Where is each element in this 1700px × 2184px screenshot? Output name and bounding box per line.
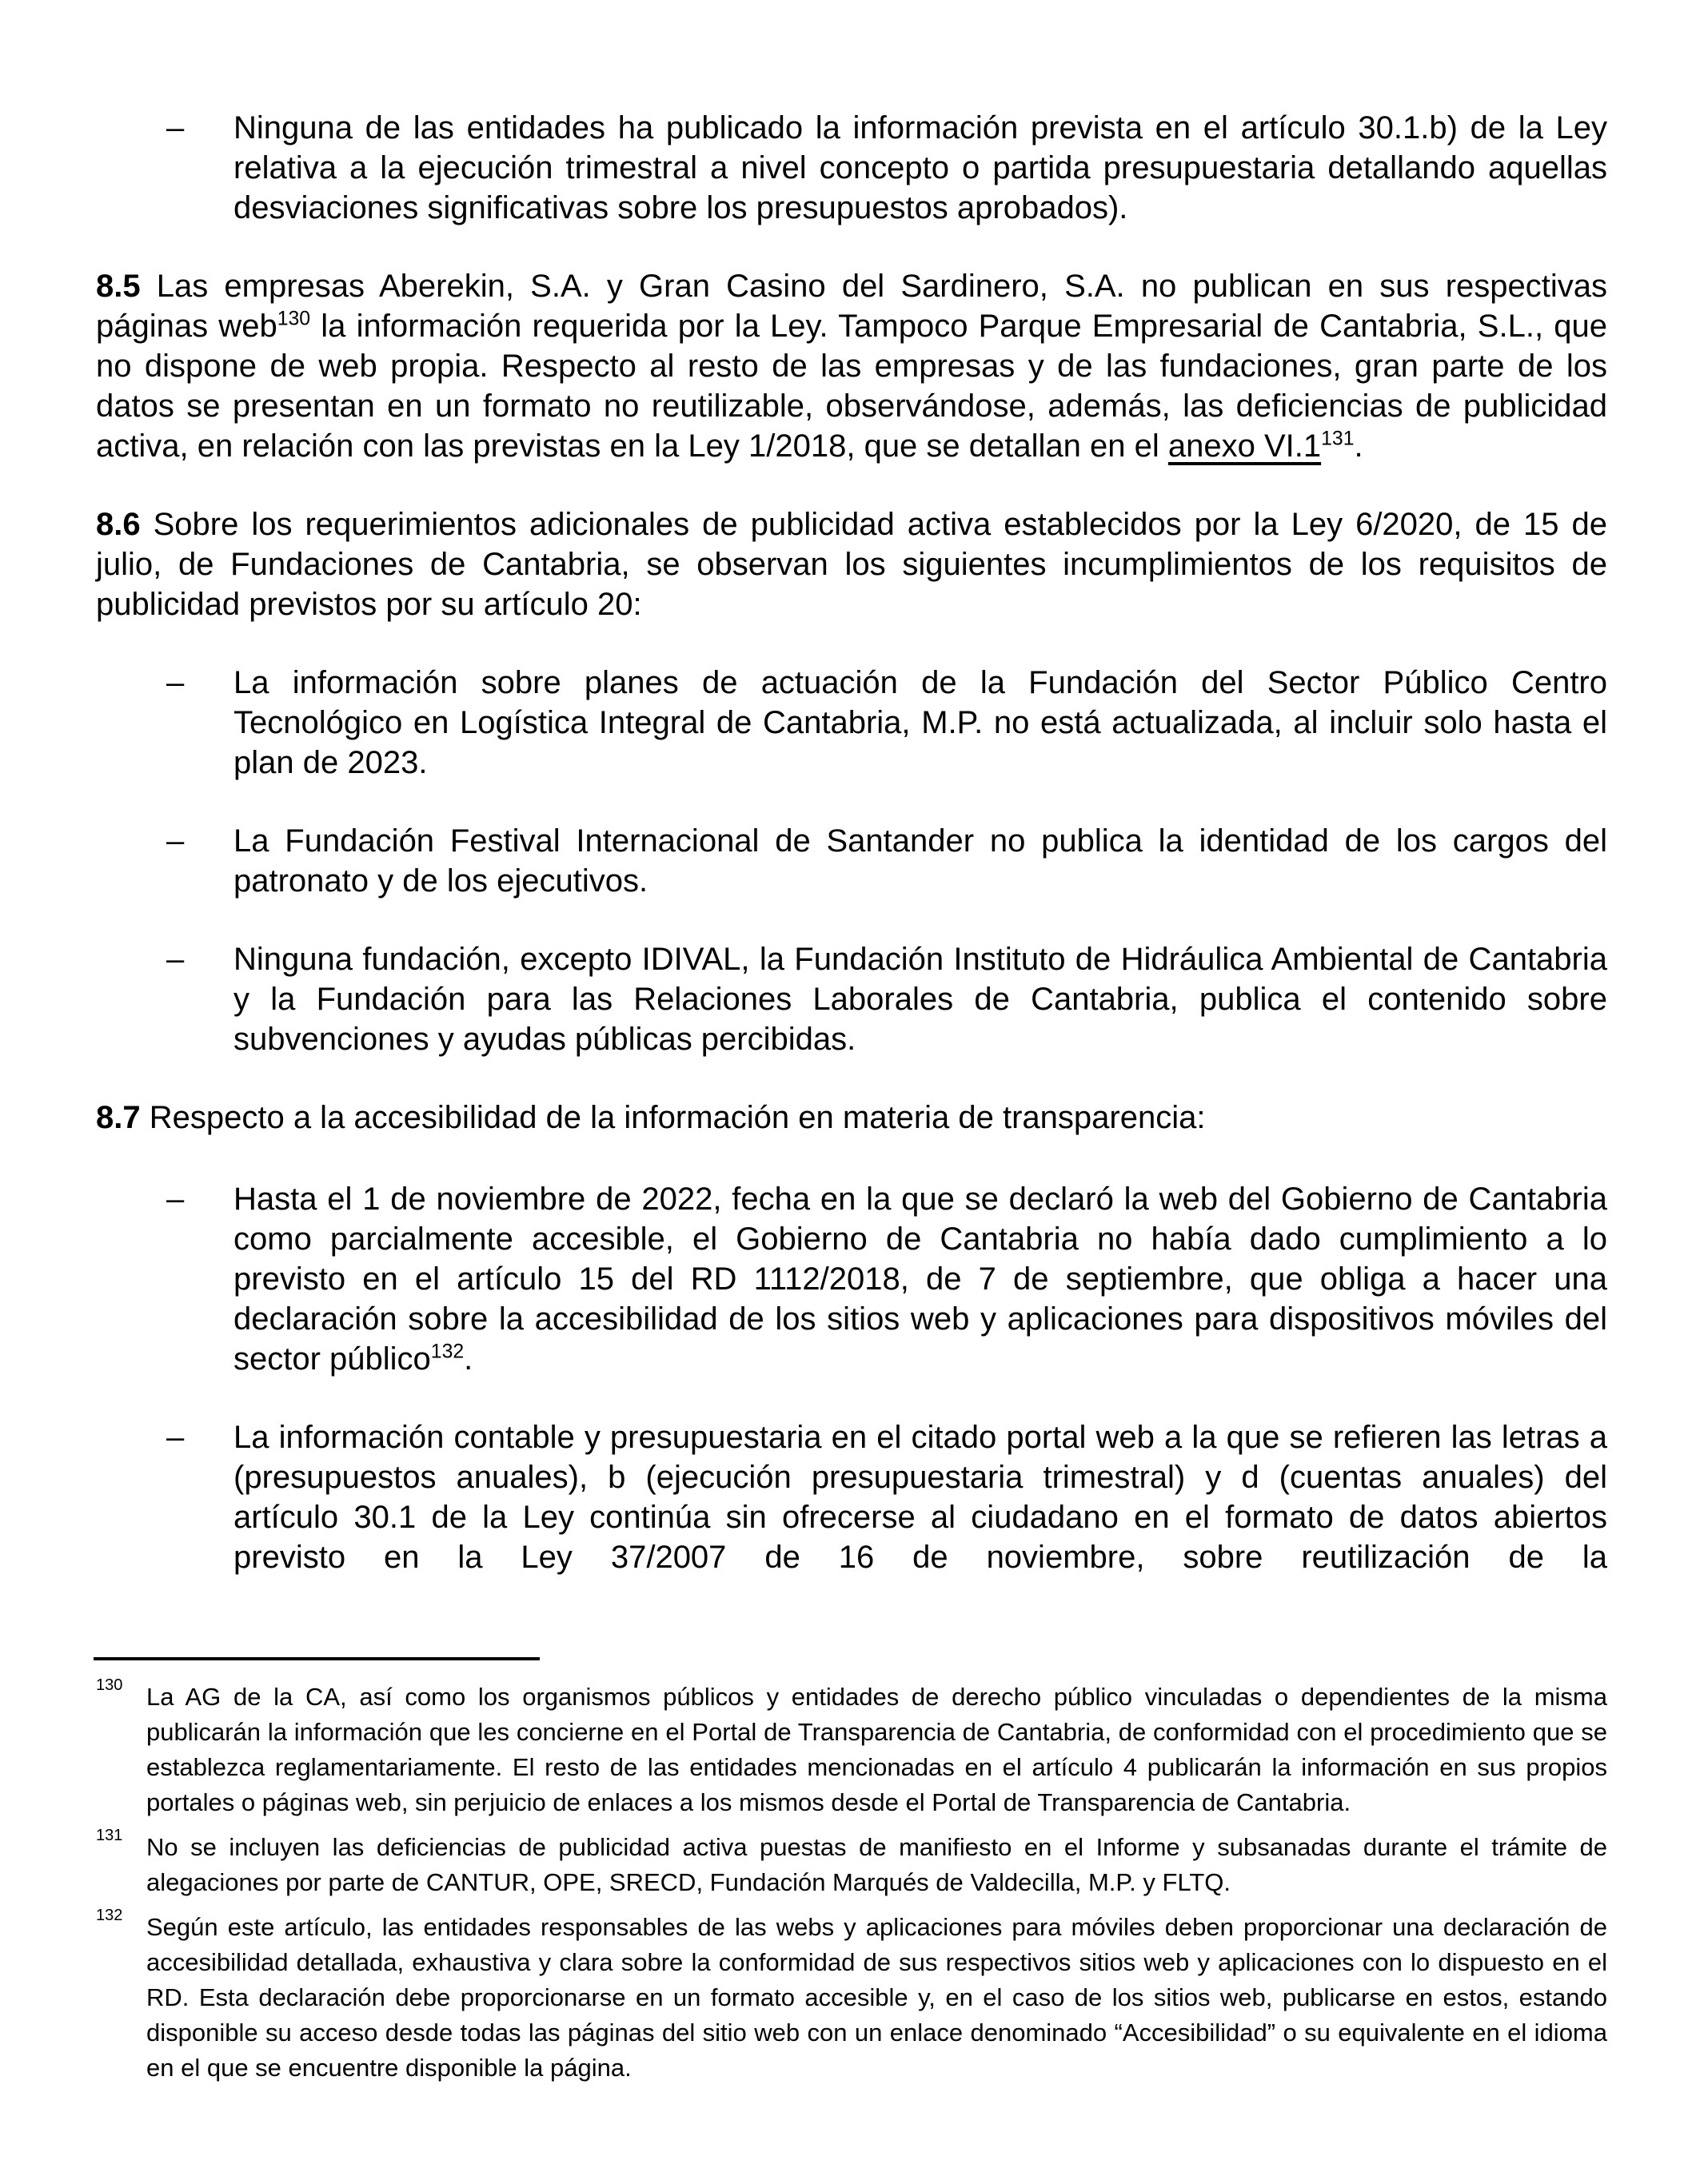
anexo-vi1-link[interactable]: anexo VI.1 bbox=[1167, 428, 1322, 464]
footnote-number: 132 bbox=[96, 1907, 123, 1924]
footnote-132 bbox=[96, 1907, 1607, 2086]
paragraph-8-7 bbox=[96, 1098, 1607, 1138]
footnote-130 bbox=[96, 1676, 1607, 1820]
paragraph-text: . bbox=[1354, 428, 1363, 464]
bullet-text: La Fundación Festival Internacional de Santander no publica la identidad de los cargos del patronato y de los ejecutivos. bbox=[233, 823, 1607, 899]
bullet-text: Ninguna de las entidades ha publicado la información prevista en el artículo 30.1.b) de la Ley relativa a la ejecución trimestral a nivel concepto o partida presupuestaria detallando aquellas desviaciones significativas sobre los presupuestos aprobados). bbox=[233, 110, 1607, 225]
footnote-131 bbox=[96, 1827, 1607, 1900]
bullet-item bbox=[96, 821, 1607, 901]
bullet-text: Ninguna fundación, excepto IDIVAL, la Fundación Instituto de Hidráulica Ambiental de Cantabria y la Fundación para las Relaciones Laborales de Cantabria, publica el contenido sobre subvenciones y ayudas públicas percibidas. bbox=[233, 942, 1607, 1057]
paragraph-text: Respecto a la accesibilidad de la información en materia de transparencia: bbox=[140, 1100, 1206, 1135]
bullet-item bbox=[96, 663, 1607, 783]
bullet-marker: – bbox=[166, 1182, 185, 1217]
bullet-text: Hasta el 1 de noviembre de 2022, fecha en la que se declaró la web del Gobierno de Cantabria como parcialmente accesible, el Gobierno de Cantabria no había dado cumplimiento a lo previsto en el artículo 15 del RD 1112/2018, de 7 de septiembre, que obliga a hacer una declaración sobre la accesibilidad de los sitios web y aplicaciones para dispositivos móviles del sector público bbox=[233, 1182, 1607, 1377]
paragraph-text: Las empresas Aberekin, S.A. y Gran Casino del Sardinero, S.A. no publican en sus respectivas páginas web bbox=[96, 269, 1607, 344]
bullet-marker: – bbox=[166, 665, 185, 700]
bullet-marker: – bbox=[166, 942, 185, 977]
footnote-ref-130: 130 bbox=[277, 308, 311, 330]
footnote-text: No se incluyen las deficiencias de publicidad activa puestas de manifiesto en el Informe y subsanadas durante el trámite de alegaciones por parte de CANTUR, OPE, SRECD, Fundación Marqués de Valdecilla, M.P. y FLTQ. bbox=[146, 1833, 1607, 1896]
bullet-text: . bbox=[464, 1341, 473, 1377]
section-number: 8.5 bbox=[96, 269, 141, 304]
bullet-marker: – bbox=[166, 823, 185, 859]
paragraph-text: Sobre los requerimientos adicionales de publicidad activa establecidos por la Ley 6/2020, de 15 de julio, de Fundaciones de Cantabria, se observan los siguientes incumplimientos de los requisitos de publicidad previstos por su artículo 20: bbox=[96, 507, 1607, 622]
bullet-text: La información sobre planes de actuación de la Fundación del Sector Público Centro Tecnológico en Logística Integral de Cantabria, M.P. no está actualizada, al incluir solo hasta el plan de 2023. bbox=[233, 665, 1607, 780]
bullet-item bbox=[96, 939, 1607, 1059]
footnote-text: Según este artículo, las entidades responsables de las webs y aplicaciones para móviles deben proporcionar una declaración de accesibilidad detallada, exhaustiva y clara sobre la conformidad de sus respectivos sitios web y aplicaciones con lo dispuesto en el RD. Esta declaración debe proporcionarse en un formato accesible y, en el caso de los sitios web, publicarse en estos, estando disponible su acceso desde todas las páginas del sitio web con un enlace denominado “Accesibilidad” o su equivalente en el idioma en el que se encuentre disponible la página. bbox=[146, 1913, 1607, 2082]
section-number: 8.7 bbox=[96, 1100, 141, 1135]
paragraph-8-6 bbox=[96, 504, 1607, 624]
paragraph-8-5 bbox=[96, 266, 1607, 466]
section-number: 8.6 bbox=[96, 507, 141, 542]
bullet-marker: – bbox=[166, 1420, 185, 1455]
bullet-item bbox=[96, 108, 1607, 228]
footnote-separator bbox=[94, 1657, 540, 1660]
bullet-marker: – bbox=[166, 110, 185, 145]
bullet-item bbox=[96, 1417, 1607, 1577]
bullet-text: La información contable y presupuestaria en el citado portal web a la que se refieren las letras a (presupuestos anuales), b (ejecución presupuestaria trimestral) y d (cuentas anuales) del artículo 30.1 de la Ley continúa sin ofrecerse al ciudadano en el formato de datos abiertos previsto en la Ley 37/2007 de 16 de noviembre, sobre reutilización de la bbox=[233, 1420, 1607, 1575]
footnote-ref-132: 132 bbox=[430, 1341, 465, 1363]
paragraph-text: la información requerida por la Ley. Tampoco Parque Empresarial de Cantabria, S.L., que no dispone de web propia. Respecto al resto de las empresas y de las fundaciones, gran parte de los datos se presentan en un formato no reutilizable, observándose, además, las deficiencias de publicidad activa, en relación con las previstas en la Ley 1/2018, que se detallan en el bbox=[96, 309, 1607, 464]
footnote-text: La AG de la CA, así como los organismos públicos y entidades de derecho público vinculadas o dependientes de la misma publicarán la información que les concierne en el Portal de Transparencia de Cantabria, de conformidad con el procedimiento que se establezca reglamentariamente. El resto de las entidades mencionadas en el artículo 4 publicarán la información en sus propios portales o páginas web, sin perjuicio de enlaces a los mismos desde el Portal de Transparencia de Cantabria. bbox=[146, 1683, 1607, 1816]
footnote-number: 131 bbox=[96, 1827, 123, 1844]
footnotes-section bbox=[96, 1676, 1607, 2086]
footnote-number: 130 bbox=[96, 1676, 123, 1694]
footnote-ref-131: 131 bbox=[1321, 428, 1355, 450]
bullet-item bbox=[96, 1179, 1607, 1379]
